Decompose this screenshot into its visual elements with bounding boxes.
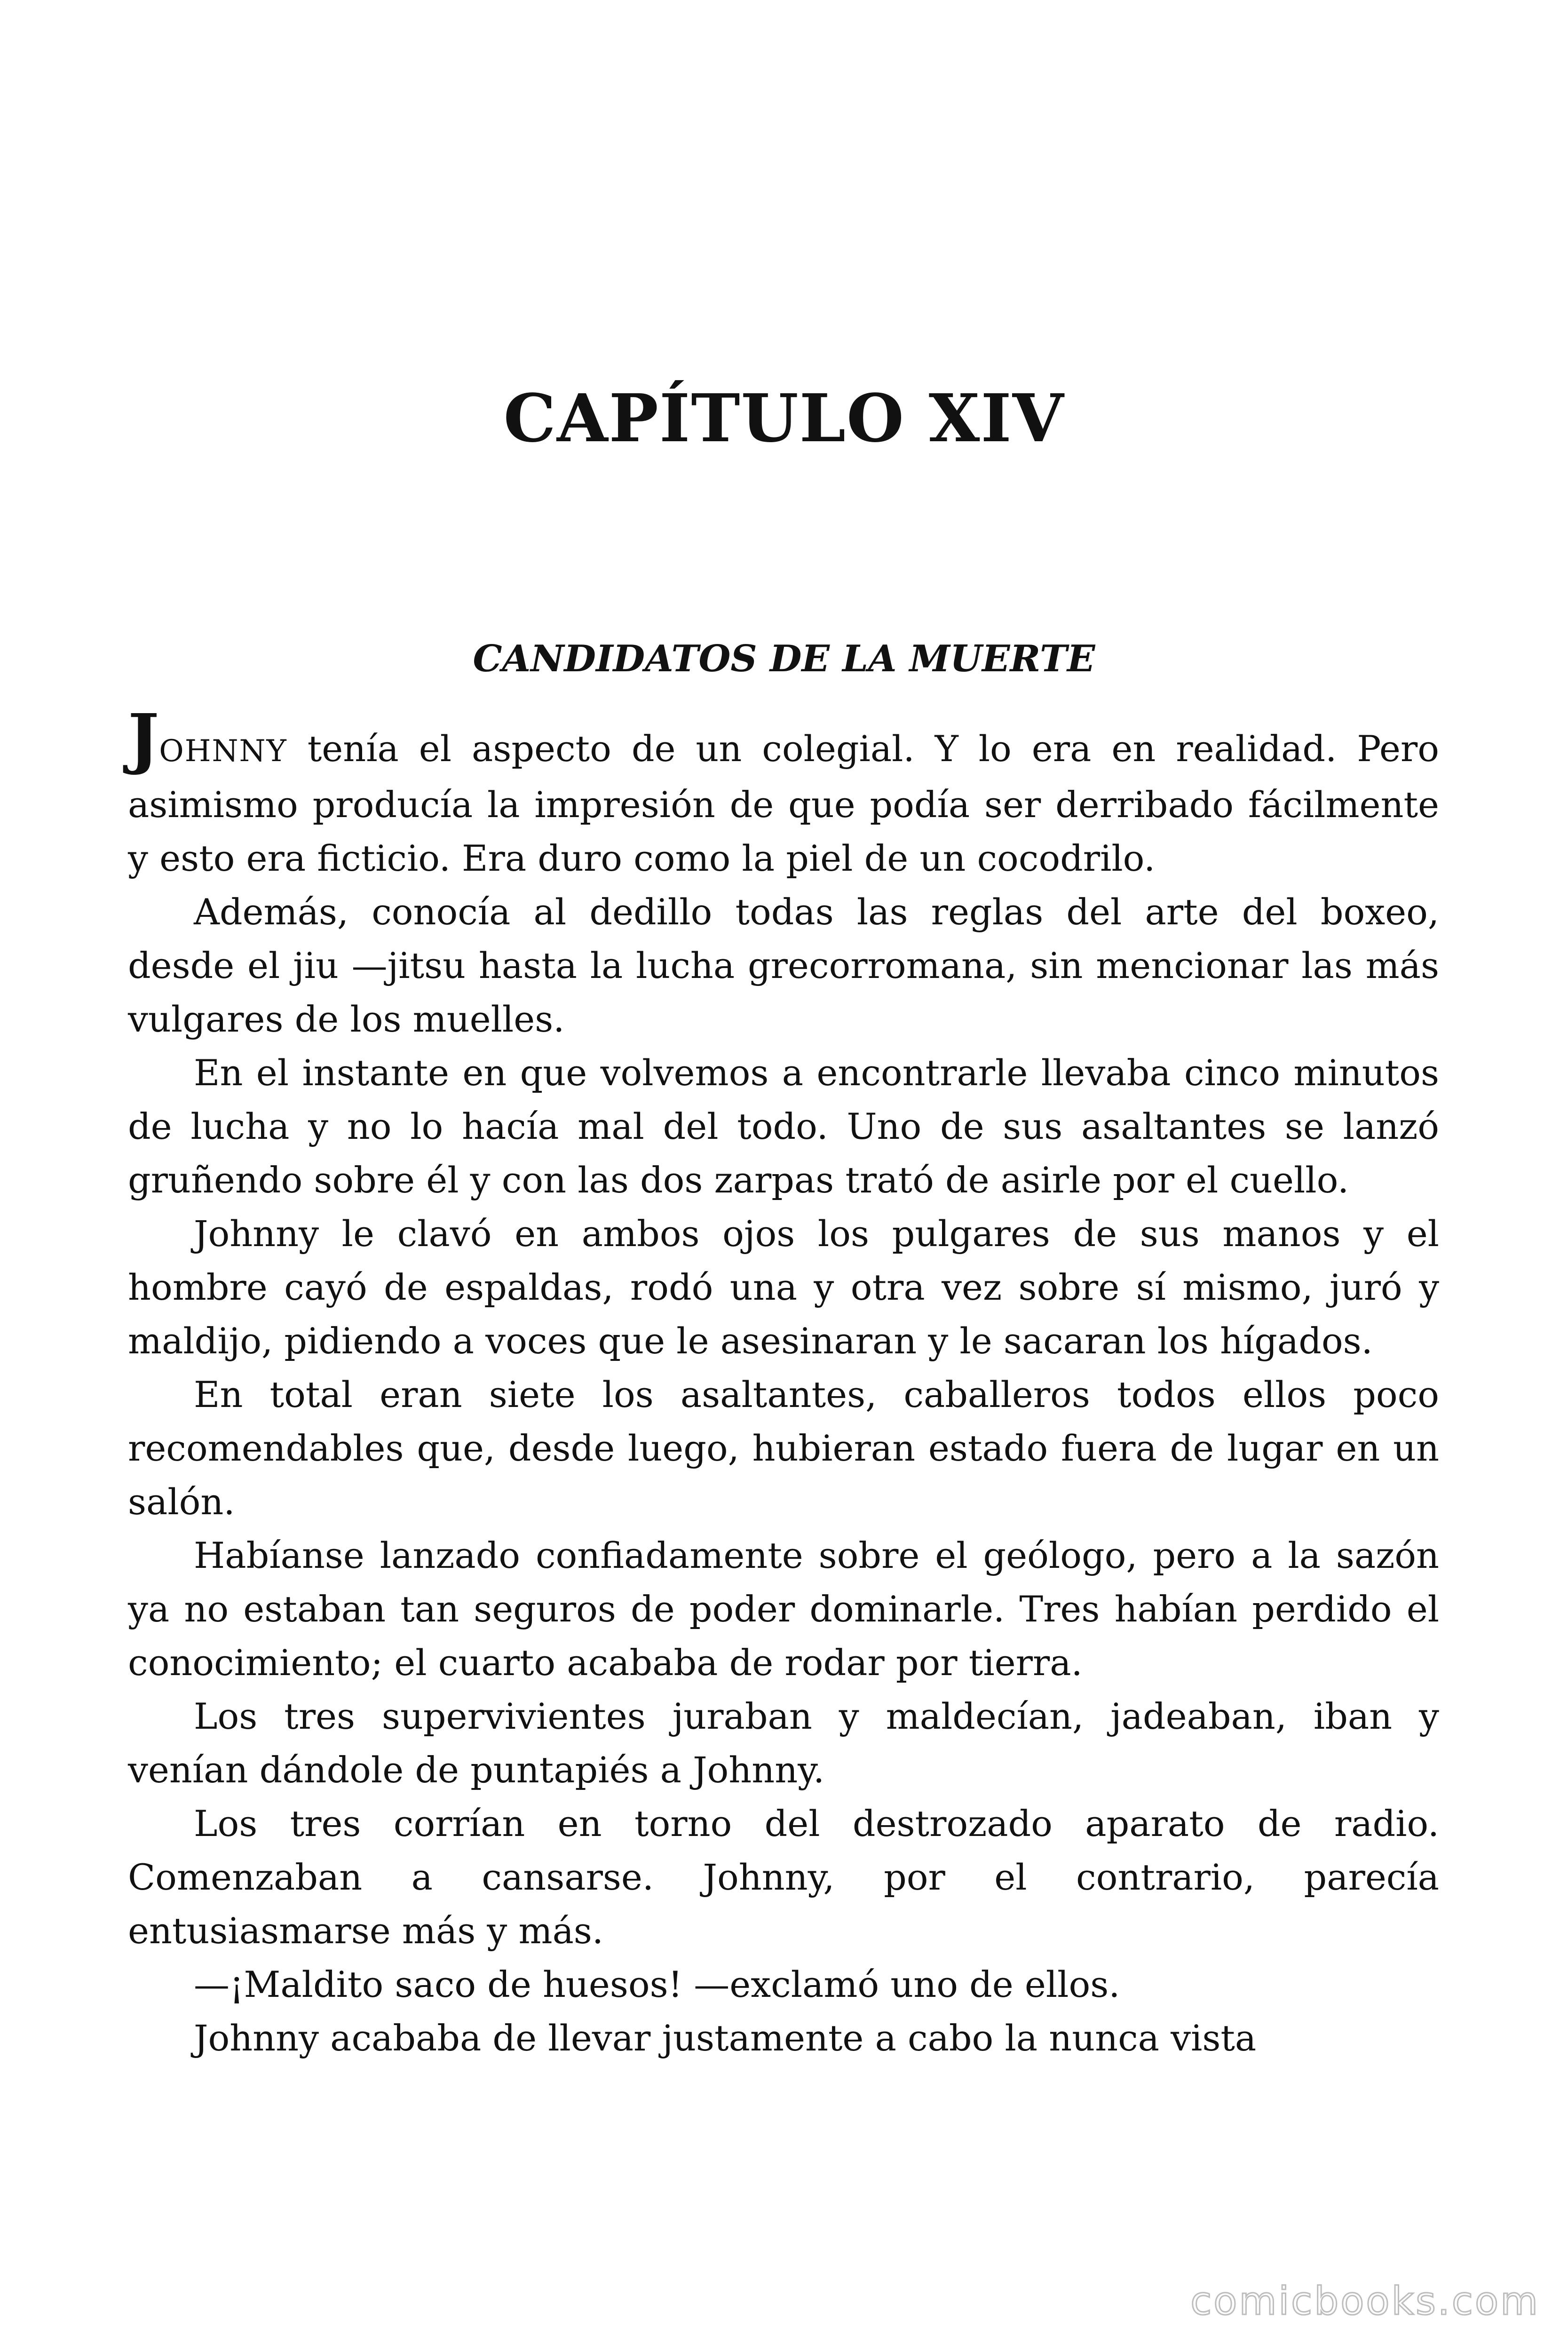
paragraph-1 [128, 700, 1439, 885]
watermark-logo: comicbooks.com [1190, 2279, 1540, 2324]
chapter-subtitle: CANDIDATOS DE LA MUERTE [473, 637, 1095, 680]
paragraph-8: Los tres corrían en torno del destrozado aparato de radio. Comenzaban a cansarse. Johnny, por el contrario, parecía entusiasmarse más y más. [128, 1803, 1439, 1952]
paragraph-1-text: tenía el aspecto de un colegial. Y lo era en realidad. Pero asimismo producía la impresión de que podía ser derribado fácilmente y esto era ficticio. Era duro como la piel de un cocodrilo. [128, 728, 1439, 879]
paragraph-6: Habíanse lanzado confiadamente sobre el geólogo, pero a la sazón ya no estaban tan seguros de poder dominarle. Tres habían perdido el conocimiento; el cuarto acababa de rodar por tierra. [128, 1534, 1439, 1684]
chapter-title: CAPÍTULO XIV [503, 380, 1065, 457]
body-text [128, 700, 1439, 2065]
paragraph-4: Johnny le clavó en ambos ojos los pulgares de sus manos y el hombre cayó de espaldas, rodó una y otra vez sobre sí mismo, juró y maldijo, pidiendo a voces que le asesinaran y le sacaran los hígados. [128, 1213, 1439, 1362]
paragraph-5: En total eran siete los asaltantes, caballeros todos ellos poco recomendables que, desde luego, hubieran estado fuera de lugar en un salón. [128, 1374, 1439, 1523]
paragraph-10: Johnny acababa de llevar justamente a cabo la nunca vista [194, 2017, 1257, 2059]
paragraph-2: Además, conocía al dedillo todas las reglas del arte del boxeo, desde el jiu —jitsu hasta la lucha grecorromana, sin mencionar las más vulgares de los muelles. [128, 891, 1439, 1040]
paragraph-9: —¡Maldito saco de huesos! —exclamó uno de ellos. [194, 1963, 1120, 2005]
paragraph-7: Los tres supervivientes juraban y maldecían, jadeaban, iban y venían dándole de puntapiés a Johnny. [128, 1695, 1439, 1791]
smallcaps-name: OHNNY [159, 734, 287, 769]
drop-cap: J [128, 700, 159, 777]
paragraph-3: En el instante en que volvemos a encontrarle llevaba cinco minutos de lucha y no lo hacía mal del todo. Uno de sus asaltantes se lanzó gruñendo sobre él y con las dos zarpas trató de asirle por el cuello. [128, 1052, 1439, 1201]
